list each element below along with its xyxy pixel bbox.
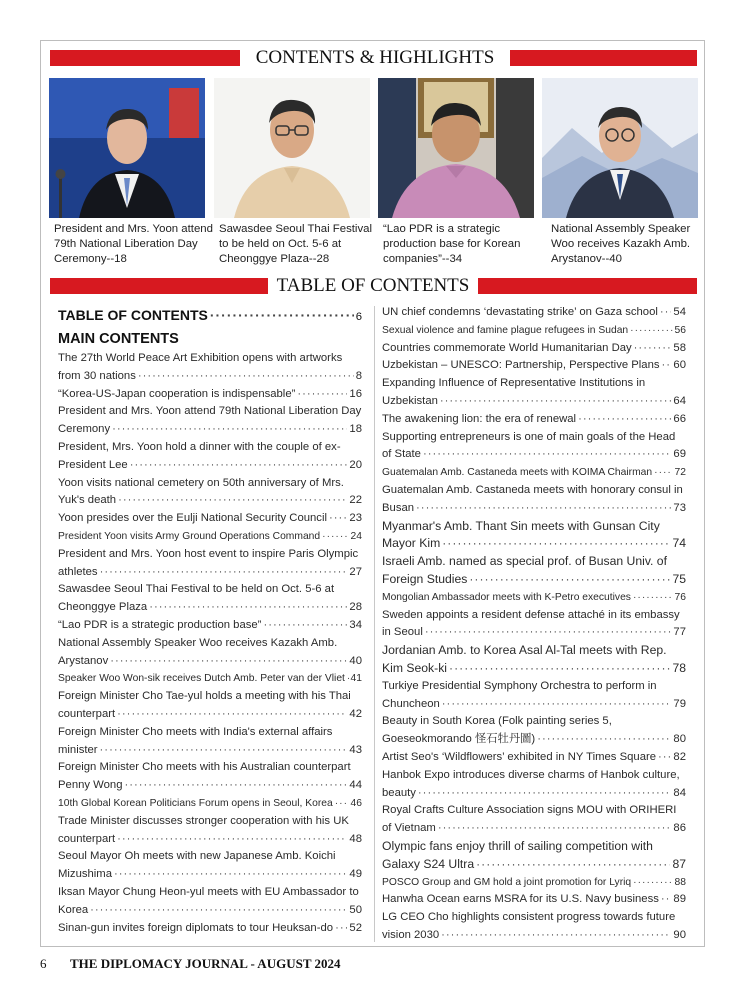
dot-leader xyxy=(469,571,670,589)
toc-entry-line xyxy=(58,457,362,475)
toc-entry-line xyxy=(58,510,362,528)
toc-entry-title: Yoon presides over the Eulji National Security Council xyxy=(58,512,327,525)
dot-leader xyxy=(633,874,672,892)
toc-entry[interactable] xyxy=(382,749,686,767)
banner-right-bar xyxy=(510,50,697,66)
toc-entry-line xyxy=(382,518,686,536)
dot-leader xyxy=(335,920,347,938)
toc-banner-right-bar xyxy=(478,278,697,294)
toc-entry-line xyxy=(58,492,362,510)
toc-entry-page: 74 xyxy=(672,536,686,551)
dot-leader xyxy=(633,589,673,607)
toc-entry-line xyxy=(382,891,686,909)
right-entries-list xyxy=(382,304,686,945)
toc-entry[interactable] xyxy=(58,386,362,404)
dot-leader xyxy=(112,421,347,439)
toc-entry-line xyxy=(382,678,686,696)
main-contents-heading: MAIN CONTENTS xyxy=(58,331,179,347)
toc-entry-title: Yuk's death xyxy=(58,494,117,507)
toc-entry-line xyxy=(58,902,362,920)
toc-entry-page: 41 xyxy=(350,673,362,685)
toc-entry-title: President, Mrs. Yoon hold a dinner with the couple of ex- xyxy=(58,440,341,453)
dot-leader xyxy=(537,731,671,749)
dot-leader xyxy=(425,624,672,642)
toc-entry-line xyxy=(382,642,686,660)
toc-entry-line xyxy=(382,624,686,642)
highlight-photo-2[interactable] xyxy=(214,78,370,218)
toc-banner-left-bar xyxy=(50,278,268,294)
toc-entry-title: Guatemalan Amb. Castaneda meets with honorary consul in xyxy=(382,483,683,496)
toc-entry[interactable] xyxy=(382,909,686,945)
toc-entry-line xyxy=(58,688,362,706)
toc-entry-line xyxy=(58,920,362,938)
toc-entry-title: counterpart xyxy=(58,707,116,720)
toc-entry-line xyxy=(58,386,362,404)
toc-entry-line xyxy=(58,475,362,493)
toc-entry-page: 48 xyxy=(349,832,362,845)
toc-entry-title: Supporting entrepreneurs is one of main goals of the Head xyxy=(382,430,676,443)
toc-entry-page: 43 xyxy=(349,743,362,756)
dot-leader xyxy=(322,528,348,546)
toc-entry-line xyxy=(382,785,686,803)
dot-leader xyxy=(634,340,672,358)
toc-entry[interactable] xyxy=(382,838,686,874)
toc-entry-line xyxy=(382,535,686,553)
toc-entry-line xyxy=(382,571,686,589)
toc-entry[interactable] xyxy=(382,518,686,554)
toc-entry-title: Artist Seo's ‘Wildflowers’ exhibited in NY Times Square xyxy=(382,750,657,763)
dot-leader xyxy=(658,749,671,767)
toc-entry-line xyxy=(382,411,686,429)
toc-entry[interactable] xyxy=(58,528,362,546)
toc-entry-page: 18 xyxy=(349,423,362,436)
toc-entry-title: President and Mrs. Yoon host event to inspire Paris Olympic xyxy=(58,547,359,560)
dot-leader xyxy=(130,457,348,475)
toc-right-column xyxy=(382,304,686,945)
toc-left-column xyxy=(58,304,362,937)
dot-leader xyxy=(442,535,670,553)
toc-entry-title: Foreign Minister Cho Tae-yul holds a meeting with his Thai xyxy=(58,690,351,703)
toc-entry-page: 34 xyxy=(349,618,362,631)
toc-entry-page: 69 xyxy=(673,448,686,461)
toc-entry-line xyxy=(382,446,686,464)
toc-entry[interactable] xyxy=(382,767,686,803)
toc-entry-page: 27 xyxy=(349,565,362,578)
toc-entry-line xyxy=(382,731,686,749)
toc-entry-page: 52 xyxy=(349,921,362,934)
toc-entry-line xyxy=(382,304,686,322)
toc-entry-title: Sawasdee Seoul Thai Festival to be held on Oct. 5-6 at xyxy=(58,583,335,596)
toc-entry-title: beauty xyxy=(382,786,416,799)
toc-entry-title: athletes xyxy=(58,565,98,578)
page-footer xyxy=(40,956,341,972)
highlight-caption-2: Sawasdee Seoul Thai Festival to be held on Oct. 5-6 at Cheonggye Plaza--28 xyxy=(219,223,373,265)
toc-entry-page: 82 xyxy=(673,750,686,763)
toc-entry-line xyxy=(58,546,362,564)
toc-entry-line xyxy=(382,589,686,607)
toc-entry[interactable] xyxy=(58,759,362,795)
dot-leader xyxy=(100,742,348,760)
toc-entry-line xyxy=(382,482,686,500)
dot-leader xyxy=(660,304,672,322)
toc-entry-table-of-contents[interactable] xyxy=(58,304,362,328)
toc-entry[interactable] xyxy=(382,357,686,375)
toc-entry[interactable] xyxy=(382,589,686,607)
dot-leader xyxy=(263,617,347,635)
toc-entry-title: Uzbekistan xyxy=(382,394,438,407)
toc-entry-line xyxy=(58,581,362,599)
toc-entry-line xyxy=(58,884,362,902)
toc-entry-line xyxy=(382,464,686,482)
toc-entry-page: 88 xyxy=(674,876,686,888)
toc-entry-title: Yoon visits national cemetery on 50th anniversary of Mrs. xyxy=(58,476,344,489)
toc-entry-line xyxy=(58,706,362,724)
toc-entry[interactable] xyxy=(58,884,362,920)
dot-leader xyxy=(149,599,347,617)
footer-page-number: 6 xyxy=(40,956,47,971)
toc-entry-title: Iksan Mayor Chung Heon-yul meets with EU Ambassador to xyxy=(58,885,359,898)
toc-entry-line xyxy=(58,635,362,653)
toc-entry[interactable] xyxy=(58,581,362,617)
toc-entry-page: 79 xyxy=(673,697,686,710)
toc-entry-title: Sexual violence and famine plague refugees in Sudan xyxy=(382,324,629,336)
dot-leader xyxy=(662,357,672,375)
toc-entry-page: 50 xyxy=(349,903,362,916)
toc-entry-line xyxy=(382,838,686,856)
toc-entry-line xyxy=(382,909,686,927)
toc-entry-page: 20 xyxy=(349,458,362,471)
toc-entry-title: minister xyxy=(58,743,98,756)
toc-entry[interactable] xyxy=(382,304,686,322)
toc-entry-line xyxy=(58,439,362,457)
toc-entry-line xyxy=(58,421,362,439)
toc-entry[interactable] xyxy=(382,482,686,518)
toc-entry-title: Beauty in South Korea (Folk painting series 5, xyxy=(382,715,612,728)
toc-entry-line xyxy=(58,617,362,635)
toc-entry-line xyxy=(58,403,362,421)
toc-entry-title: Sweden appoints a resident defense attaché in its embassy xyxy=(382,608,680,621)
toc-entry-title: Turkiye Presidential Symphony Orchestra to perform in xyxy=(382,679,657,692)
toc-entry-line xyxy=(58,831,362,849)
toc-entry-line xyxy=(382,340,686,358)
toc-entry-title: in Seoul xyxy=(382,626,423,639)
toc-entry-line xyxy=(382,375,686,393)
toc-entry[interactable] xyxy=(58,439,362,475)
toc-entry[interactable] xyxy=(58,617,362,635)
dot-leader xyxy=(416,500,671,518)
toc-entry-title: Ceremony xyxy=(58,423,111,436)
dot-leader xyxy=(117,706,347,724)
toc-entry-title: Olympic fans enjoy thrill of sailing competition with xyxy=(382,838,653,853)
toc-entry-line xyxy=(58,368,362,386)
toc-entry-page: 60 xyxy=(673,359,686,372)
toc-entry[interactable] xyxy=(382,713,686,749)
toc-entry-page: 66 xyxy=(673,412,686,425)
toc-entry[interactable] xyxy=(58,403,362,439)
toc-entry[interactable] xyxy=(382,429,686,465)
toc-entry-line xyxy=(382,713,686,731)
dot-leader xyxy=(347,670,349,688)
toc-entry-title: Hanwha Ocean earns MSRA for its U.S. Navy business xyxy=(382,893,659,906)
dot-leader xyxy=(423,446,671,464)
toc-entry-title: Sinan-gun invites foreign diplomats to tour Heuksan-do xyxy=(58,921,334,934)
toc-entry-page: 90 xyxy=(673,928,686,941)
toc-entry[interactable] xyxy=(58,475,362,511)
toc-entry-page: 77 xyxy=(673,626,686,639)
highlight-caption-3: “Lao PDR is a strategic production base for Korean companies”--34 xyxy=(383,223,521,265)
toc-entry[interactable] xyxy=(382,340,686,358)
toc-entry-line xyxy=(382,429,686,447)
toc-entry[interactable] xyxy=(382,874,686,892)
toc-entry-page: 75 xyxy=(672,571,686,586)
toc-entry[interactable] xyxy=(58,813,362,849)
toc-entry-page: 56 xyxy=(674,324,686,336)
toc-entry[interactable] xyxy=(382,322,686,340)
toc-entry-title: Speaker Woo Won-sik receives Dutch Amb. Peter van der Vliet xyxy=(58,673,345,685)
toc-entry-page: 28 xyxy=(349,601,362,614)
toc-entry-title: Jordanian Amb. to Korea Asal Al-Tal meets with Rep. xyxy=(382,643,667,658)
toc-entry[interactable] xyxy=(382,464,686,482)
toc-entry-page: 64 xyxy=(673,394,686,407)
toc-entry[interactable] xyxy=(382,642,686,678)
toc-entry-page: 76 xyxy=(674,591,686,603)
toc-entry[interactable] xyxy=(58,724,362,760)
highlight-photo-4[interactable] xyxy=(542,78,698,218)
toc-entry-page: 89 xyxy=(673,893,686,906)
toc-entry-title: LG CEO Cho highlights consistent progress towards future xyxy=(382,911,676,924)
toc-banner-heading: TABLE OF CONTENTS xyxy=(276,275,470,296)
toc-entry-page: 40 xyxy=(349,654,362,667)
toc-entry-title: Mayor Kim xyxy=(382,536,441,551)
highlight-photo-1[interactable] xyxy=(49,78,205,218)
toc-entry-title: Hanbok Expo introduces diverse charms of Hanbok culture, xyxy=(382,768,680,781)
toc-entry-line xyxy=(382,856,686,874)
toc-entry-line xyxy=(382,500,686,518)
toc-entry-page: 86 xyxy=(673,822,686,835)
toc-entry[interactable] xyxy=(58,546,362,582)
toc-entry-page: 84 xyxy=(673,786,686,799)
toc-entry-title: vision 2030 xyxy=(382,928,440,941)
toc-entry-line xyxy=(58,795,362,813)
toc-entry-line xyxy=(382,927,686,945)
toc-entry-title: Foreign Studies xyxy=(382,571,468,586)
toc-entry-title: Cheonggye Plaza xyxy=(58,601,148,614)
toc-entry-line xyxy=(382,322,686,340)
dot-leader xyxy=(335,795,349,813)
toc-entry-title: 10th Global Korean Politicians Forum opens in Seoul, Korea xyxy=(58,797,333,809)
dot-leader xyxy=(210,304,354,326)
dot-leader xyxy=(661,891,672,909)
toc-entry-line xyxy=(58,759,362,777)
toc-entry-page: 49 xyxy=(349,868,362,881)
toc-heading-page: 6 xyxy=(355,311,362,323)
toc-entry-title: Myanmar's Amb. Thant Sin meets with Gunsan City xyxy=(382,518,660,533)
highlight-photo-3[interactable] xyxy=(378,78,534,218)
toc-entry-title: of State xyxy=(382,448,421,461)
toc-entry-title: Chuncheon xyxy=(382,697,440,710)
toc-entry-title: Expanding Influence of Representative Institutions in xyxy=(382,377,646,390)
toc-entry-title: Seoul Mayor Oh meets with new Japanese Amb. Koichi xyxy=(58,850,336,863)
dot-leader xyxy=(118,492,347,510)
toc-entry[interactable] xyxy=(58,920,362,938)
toc-entry-title: Galaxy S24 Ultra xyxy=(382,856,475,871)
toc-entry-page: 78 xyxy=(672,660,686,675)
dot-leader xyxy=(90,902,347,920)
contents-highlights-heading: CONTENTS & HIGHLIGHTS xyxy=(255,47,495,68)
toc-entry-line xyxy=(382,607,686,625)
toc-entry-title: Kim Seok-ki xyxy=(382,660,448,675)
toc-entry-line xyxy=(382,357,686,375)
toc-entry-page: 24 xyxy=(350,530,362,542)
dot-leader xyxy=(442,696,672,714)
toc-entry-title: The awakening lion: the era of renewal xyxy=(382,412,577,425)
toc-entry-page: 87 xyxy=(672,856,686,871)
toc-entry[interactable] xyxy=(58,670,362,688)
toc-entry-page: 73 xyxy=(673,501,686,514)
dot-leader xyxy=(440,393,672,411)
toc-entry-title: “Lao PDR is a strategic production base” xyxy=(58,618,262,631)
toc-entry-title: UN chief condemns ‘devastating strike’ on Gaza school xyxy=(382,306,658,318)
toc-entry-line xyxy=(382,660,686,678)
toc-entry-page: 80 xyxy=(673,733,686,746)
toc-entry-title: Arystanov xyxy=(58,654,109,667)
toc-entry[interactable] xyxy=(382,891,686,909)
toc-entry-title: President Lee xyxy=(58,458,128,471)
toc-entry-line xyxy=(58,866,362,884)
toc-entry-title: Royal Crafts Culture Association signs MOU with ORIHERI xyxy=(382,804,677,817)
toc-entry-title: Trade Minister discusses stronger cooperation with his UK xyxy=(58,814,349,827)
toc-entry-title: counterpart xyxy=(58,832,116,845)
dot-leader xyxy=(114,866,347,884)
dot-leader xyxy=(297,386,347,404)
toc-entry-line xyxy=(58,599,362,617)
toc-entry[interactable] xyxy=(58,688,362,724)
left-entries-list xyxy=(58,350,362,937)
toc-entry-title: President and Mrs. Yoon attend 79th National Liberation Day xyxy=(58,405,362,418)
dot-leader xyxy=(110,653,347,671)
dot-leader xyxy=(418,785,672,803)
toc-entry-title: Countries commemorate World Humanitarian Day xyxy=(382,341,632,354)
toc-entry-title: National Assembly Speaker Woo receives Kazakh Amb. xyxy=(58,636,338,649)
toc-entry-title: Goeseokmorando 怪石牡丹圖) xyxy=(382,733,536,746)
toc-entry-page: 54 xyxy=(673,306,686,318)
toc-entry-title: “Korea-US-Japan cooperation is indispensable” xyxy=(58,387,296,400)
dot-leader xyxy=(124,777,347,795)
toc-entry-page: 8 xyxy=(355,369,362,382)
toc-entry-line xyxy=(382,767,686,785)
toc-entry-title: Korea xyxy=(58,903,89,916)
toc-entry[interactable] xyxy=(382,607,686,643)
toc-entry-page: 23 xyxy=(349,512,362,525)
toc-entry-line xyxy=(58,742,362,760)
dot-leader xyxy=(117,831,347,849)
toc-entry[interactable] xyxy=(382,553,686,589)
toc-entry[interactable] xyxy=(382,411,686,429)
toc-entry-title: Foreign Minister Cho meets with his Australian counterpart xyxy=(58,761,351,774)
toc-entry[interactable] xyxy=(58,795,362,813)
banner-left-bar xyxy=(50,50,240,66)
toc-entry-title: Uzbekistan – UNESCO: Partnership, Perspective Plans xyxy=(382,359,660,372)
toc-entry-page: 44 xyxy=(349,779,362,792)
toc-entry-page: 72 xyxy=(674,467,686,479)
dot-leader xyxy=(138,368,354,386)
toc-entry-title: from 30 nations xyxy=(58,369,136,382)
toc-entry-line xyxy=(58,670,362,688)
toc-entry-page: 22 xyxy=(349,494,362,507)
toc-entry-title: Busan xyxy=(382,501,415,514)
toc-entry-title: Foreign Minister Cho meets with India's external affairs xyxy=(58,725,333,738)
highlight-caption-4: National Assembly Speaker Woo receives Kazakh Amb. Arystanov--40 xyxy=(551,223,691,265)
toc-entry-page: 42 xyxy=(349,707,362,720)
dot-leader xyxy=(578,411,671,429)
dot-leader xyxy=(476,856,670,874)
footer-publication: THE DIPLOMACY JOURNAL - AUGUST 2024 xyxy=(70,956,341,971)
toc-entry-line xyxy=(58,777,362,795)
toc-entry[interactable] xyxy=(382,802,686,838)
toc-entry-page: 46 xyxy=(350,797,362,809)
toc-entry-title: Guatemalan Amb. Castaneda meets with KOIMA Chairman xyxy=(382,467,653,479)
toc-entry-line xyxy=(382,393,686,411)
dot-leader xyxy=(329,510,347,528)
toc-entry[interactable] xyxy=(58,510,362,528)
toc-entry-title: Mongolian Ambassador meets with K-Petro executives xyxy=(382,591,631,603)
toc-entry-line xyxy=(382,874,686,892)
toc-entry-title: Israeli Amb. named as special prof. of Busan Univ. of xyxy=(382,554,667,569)
highlight-caption-1: President and Mrs. Yoon attend 79th National Liberation Day Ceremony--18 xyxy=(54,223,213,265)
toc-entry-line xyxy=(382,820,686,838)
dot-leader xyxy=(441,927,671,945)
toc-entry[interactable] xyxy=(382,375,686,411)
toc-entry-page: 16 xyxy=(349,387,362,400)
toc-entry-page: 58 xyxy=(673,341,686,354)
toc-entry-line xyxy=(58,350,362,368)
toc-entry-title: POSCO Group and GM hold a joint promotion for Lyriq xyxy=(382,876,632,888)
column-divider xyxy=(374,306,375,942)
toc-entry-line xyxy=(58,813,362,831)
toc-entry[interactable] xyxy=(58,635,362,671)
toc-entry-title: of Vietnam xyxy=(382,822,436,835)
toc-entry-line xyxy=(58,724,362,742)
dot-leader xyxy=(438,820,672,838)
toc-entry-line xyxy=(58,848,362,866)
dot-leader xyxy=(630,322,672,340)
toc-entry[interactable] xyxy=(58,350,362,386)
toc-entry-title: Penny Wong xyxy=(58,779,123,792)
toc-entry-title: President Yoon visits Army Ground Operations Command xyxy=(58,530,321,542)
dot-leader xyxy=(654,464,672,482)
toc-entry-line xyxy=(382,749,686,767)
toc-entry-line xyxy=(58,564,362,582)
toc-entry-title: The 27th World Peace Art Exhibition opens with artworks xyxy=(58,352,343,364)
toc-entry-title: Mizushima xyxy=(58,868,112,881)
toc-entry-line xyxy=(382,696,686,714)
toc-entry-line xyxy=(382,553,686,571)
toc-entry[interactable] xyxy=(58,848,362,884)
toc-entry-line xyxy=(58,528,362,546)
toc-entry[interactable] xyxy=(382,678,686,714)
dot-leader xyxy=(100,564,348,582)
dot-leader xyxy=(449,660,670,678)
toc-heading: TABLE OF CONTENTS xyxy=(58,307,208,323)
toc-entry-line xyxy=(382,802,686,820)
toc-entry-line xyxy=(58,653,362,671)
